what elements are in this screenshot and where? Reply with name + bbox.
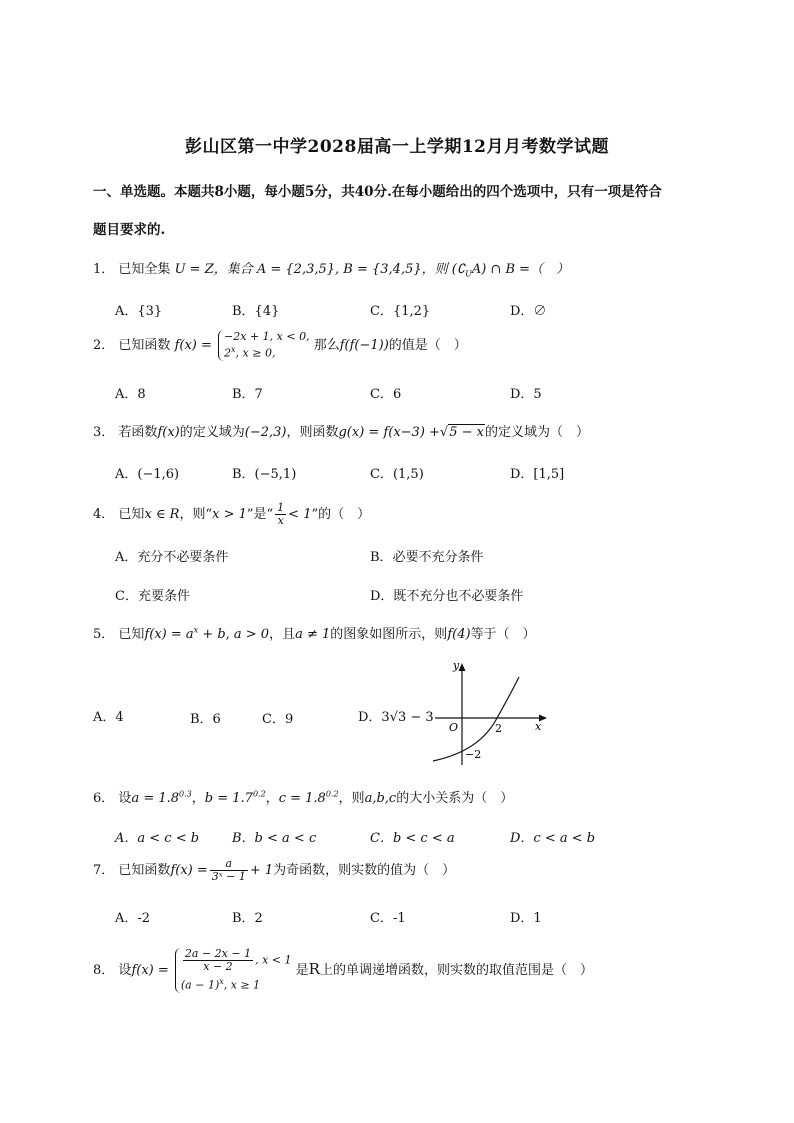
math-expression: c = 1.8 xyxy=(278,791,326,806)
math-expression: (−2,3) xyxy=(244,425,287,440)
fraction-denominator: x − 2 xyxy=(203,960,233,974)
math-expression: x ∈ R xyxy=(144,507,180,523)
option-a: A．8 xyxy=(115,387,146,402)
exponential-graph xyxy=(425,655,555,770)
option-b: B．必要不充分条件 xyxy=(370,550,484,565)
math-expression: f(x) = xyxy=(174,338,212,354)
question-number: 8． xyxy=(93,962,115,978)
question-6: 6． 设$a = 1.8^{0.3}$，$b = 1.7^{0.2}$，$c = 1.8^{0.2}$，则a,b,c的大小关系为（ ） xyxy=(93,789,514,806)
math-expression: + 1 xyxy=(249,863,274,879)
question-1 xyxy=(93,258,569,279)
question-number: 5． xyxy=(93,627,115,642)
question-stem: 已知 xyxy=(118,507,145,523)
question-stem: 的大小关系为（ ） xyxy=(396,791,514,806)
y-axis-arrow-icon xyxy=(459,663,466,671)
question-stem: 设 xyxy=(118,791,132,806)
piecewise-case-1 xyxy=(181,948,292,973)
piecewise-case-2 xyxy=(224,345,310,362)
question-stem: ，则“ xyxy=(179,507,213,523)
math-expression: x > 1 xyxy=(212,507,247,523)
option-d: D．3√3 − 3 xyxy=(358,710,434,725)
math-exponent: x xyxy=(231,344,236,354)
math-expression: a ≠ 1 xyxy=(295,627,331,642)
math-subscript: U xyxy=(465,269,472,279)
option-c: C．(1,5) xyxy=(370,467,424,482)
math-expression: g(x) = f(x−3) + xyxy=(338,425,440,440)
math-exponent: 0.2 xyxy=(252,789,266,799)
y-intercept-label: −2 xyxy=(465,748,482,761)
option-c: C．b < c < a xyxy=(370,831,455,846)
option-b: B．{4} xyxy=(232,304,280,319)
question-stem: ，则 xyxy=(338,791,365,806)
option-b: B．(−5,1) xyxy=(232,467,297,482)
option-c: C．-1 xyxy=(370,911,406,926)
option-a: A．充分不必要条件 xyxy=(115,550,229,565)
option-d: D．c < a < b xyxy=(510,831,596,846)
math-exponent: x xyxy=(193,625,199,635)
question-stem: ”是“ xyxy=(246,507,274,523)
question-stem: 已知全集 xyxy=(118,262,171,277)
piecewise-case-1: −2x + 1, x < 0, xyxy=(224,330,310,343)
math-expression: f(x) = xyxy=(170,863,208,879)
question-stem: 那么 xyxy=(313,338,340,354)
math-expression: f(x) = xyxy=(131,962,169,978)
option-b: B．2 xyxy=(232,911,263,926)
fraction xyxy=(210,858,248,883)
question-stem: 的定义域为（ ） xyxy=(484,425,589,440)
option-a: A．-2 xyxy=(115,911,151,926)
fraction-numerator: 1 xyxy=(277,501,285,514)
math-expression: U = Z，集合 A = {2,3,5}, B = {3,4,5}，则 (∁ xyxy=(174,262,466,277)
math-exponent: 0.2 xyxy=(325,789,339,799)
option-c: C．充要条件 xyxy=(115,589,190,604)
question-number: 6． xyxy=(93,791,115,806)
math-expression: R xyxy=(308,959,320,978)
math-expression: < 1 xyxy=(288,507,312,523)
fraction-numerator: a xyxy=(210,858,248,871)
option-b: B．6 xyxy=(190,712,221,727)
option-d: D．5 xyxy=(510,387,542,402)
math-expression: + b, a > 0 xyxy=(198,627,270,642)
option-b: B．b < a < c xyxy=(232,831,317,846)
section-heading-line1: 一、单选题。本题共8小题，每小题5分，共40分.在每小题给出的四个选项中，只有一项是符合 xyxy=(93,184,662,200)
x-intercept-label: 2 xyxy=(495,722,502,735)
fraction xyxy=(275,502,286,527)
math-base: 2 xyxy=(224,346,232,360)
question-stem: 为奇函数，则实数的值为（ ） xyxy=(273,863,456,879)
question-stem: 的值是（ ） xyxy=(388,338,467,354)
question-stem: ，则函数 xyxy=(286,425,339,440)
question-stem: 若函数 xyxy=(118,425,158,440)
question-stem: 的定义域为 xyxy=(179,425,245,440)
question-stem: ”的（ ） xyxy=(311,507,371,523)
question-number: 4． xyxy=(93,507,115,523)
math-expression: a,b,c xyxy=(364,791,397,806)
math-exponent: 0.3 xyxy=(179,789,192,799)
origin-label: O xyxy=(449,721,459,734)
option-d: D．1 xyxy=(510,911,542,926)
math-expression: , x ≥ 0, xyxy=(235,346,276,360)
question-stem: 已知函数 xyxy=(118,863,171,879)
fraction-denominator: x xyxy=(277,514,284,528)
option-d: D．∅ xyxy=(510,304,547,319)
question-2 xyxy=(93,330,467,361)
option-a: A．a < c < b xyxy=(115,831,200,846)
option-d: D．既不充分也不必要条件 xyxy=(370,589,524,604)
math-expression: f(4) xyxy=(447,627,471,642)
option-a: A．(−1,6) xyxy=(115,467,180,482)
option-c: C．6 xyxy=(370,387,402,402)
section-heading-line2: 题目要求的. xyxy=(93,222,166,238)
math-expression: A) ∩ B =（ ） xyxy=(471,262,570,277)
fraction xyxy=(183,948,253,973)
math-expression: f(f(−1)) xyxy=(339,338,389,354)
question-8 xyxy=(93,948,593,993)
exam-title: 彭山区第一中学2028届高一上学期12月月考数学试题 xyxy=(185,137,609,157)
math-base: (a − 1) xyxy=(180,978,220,992)
question-7 xyxy=(93,858,455,883)
option-b: B．7 xyxy=(232,387,263,402)
question-stem: 已知函数 xyxy=(118,338,171,354)
question-3: 3． 若函数f(x)的定义域为(−2,3)，则函数g(x) = f(x−3) +√5 − x的定义域为（ ） xyxy=(93,425,589,440)
option-c: C．{1,2} xyxy=(370,304,431,319)
question-number: 1． xyxy=(93,262,115,277)
math-expression: , x ≥ 1 xyxy=(223,978,261,992)
math-expression: f(x) xyxy=(157,425,180,440)
question-stem: 的图象如图所示，则 xyxy=(330,627,448,642)
option-d: D．[1,5] xyxy=(510,467,565,482)
question-number: 2． xyxy=(93,338,115,354)
math-exponent: x xyxy=(219,977,224,987)
x-axis-label: x xyxy=(535,720,542,733)
math-expression: a = 1.8 xyxy=(131,791,180,806)
question-number: 3． xyxy=(93,425,115,440)
question-4 xyxy=(93,502,370,527)
piecewise-case-2 xyxy=(181,977,292,992)
question-stem: 是 xyxy=(295,962,309,978)
question-5 xyxy=(93,623,536,642)
fraction-numerator: 2a − 2x − 1 xyxy=(184,947,252,960)
math-expression: , x < 1 xyxy=(255,953,292,967)
question-stem: 上的单调递增函数，则实数的取值范围是（ ） xyxy=(319,962,593,978)
question-stem: 已知 xyxy=(118,627,145,642)
option-a: A．4 xyxy=(93,710,124,725)
y-axis-label: y xyxy=(453,659,460,672)
piecewise-brace xyxy=(218,330,310,361)
option-a: A．{3} xyxy=(115,304,163,319)
question-stem: 等于（ ） xyxy=(470,627,536,642)
fraction-denominator: 3ˣ − 1 xyxy=(211,870,246,884)
math-expression: b = 1.7 xyxy=(204,791,253,806)
piecewise-brace xyxy=(175,948,292,993)
sqrt-radicand: 5 − x xyxy=(449,425,484,440)
question-stem: ，且 xyxy=(269,627,296,642)
question-number: 7． xyxy=(93,863,115,879)
option-c: C．9 xyxy=(262,712,294,727)
math-expression: f(x) = a xyxy=(144,627,194,642)
question-stem: 设 xyxy=(118,962,132,978)
